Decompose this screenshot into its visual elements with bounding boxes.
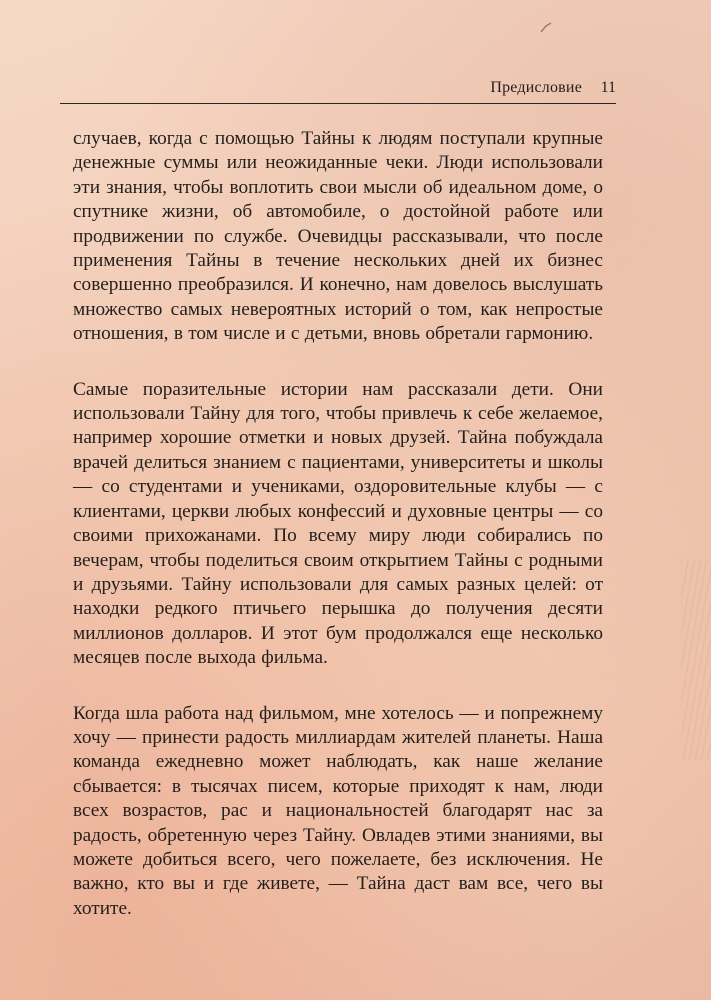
paragraph-2: Самые поразительные истории нам рассказали дети. Они использовали Тайну для того, чтобы привлечь к себе желаемое, например хорошие отметки и новых друзей. Тайна побуждала врачей делиться знанием с пациентами, университеты и школы — со студентами и учениками, оздоровительные клубы — с клиентами, церкви любых конфессий и духовные центры — со своими прихожанами. По всему миру люди собирались по вечерам, чтобы поделиться своим открытием Тайны с родными и друзьями. Тайну использовали для самых разных целей: от находки редкого птичьего перышка до получения десяти миллионов долларов. И этот бум продолжался еще несколько месяцев после выхода фильма.: [73, 378, 603, 669]
running-title: Предисловие: [490, 79, 582, 96]
paper-texture-decoration: [681, 560, 711, 760]
page-number: 11: [600, 79, 616, 96]
page-body: [73, 127, 603, 952]
page-header: [60, 79, 616, 104]
paragraph-3: Когда шла работа над фильмом, мне хотелось — и попрежнему хочу — принести радость миллиардам жителей планеты. Наша команда ежедневно может наблюдать, как наше желание сбывается: в тысячах писем, которые приходят к нам, люди всех возрастов, рас и национальностей благодарят нас за радость, обретенную через Тайну. Овладев этими знаниями, вы можете добиться всего, чего пожелаете, без исключения. Не важно, кто вы и где живете, — Тайна даст вам все, чего вы хотите.: [73, 702, 603, 919]
paragraph-1: случаев, когда с помощью Тайны к людям поступали крупные денежные суммы или неожиданные чеки. Люди использовали эти знания, чтобы воплотить свои мысли об идеальном доме, о спутнике жизни, об автомобиле, о достойной работе или продвижении по службе. Очевидцы рассказывали, что после применения Тайны в течение нескольких дней их бизнес совершенно преобразился. И конечно, нам довелось выслушать множество самых невероятных историй о том, как непростые отношения, в том числе и с детьми, вновь обретали гармонию.: [73, 128, 603, 345]
paper-mark-decoration: [540, 22, 552, 34]
